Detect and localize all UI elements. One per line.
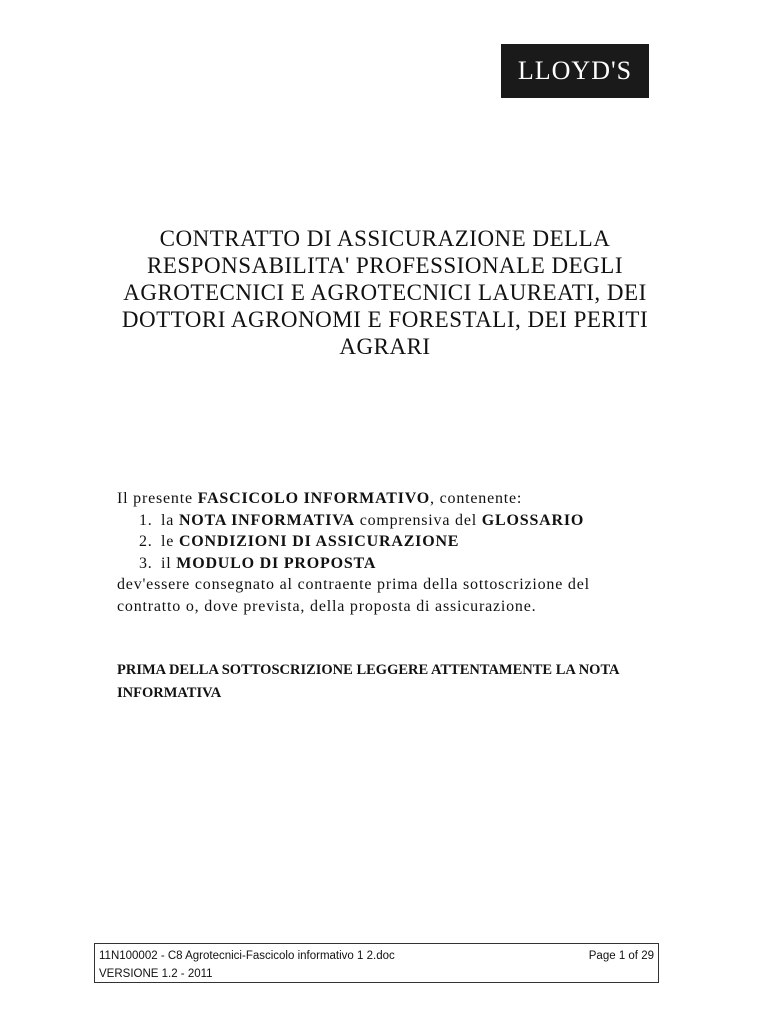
item-number: 1.: [139, 511, 153, 529]
title-line: RESPONSABILITA' PROFESSIONALE DEGLI: [147, 253, 623, 278]
intro-prefix: Il presente: [117, 490, 198, 507]
item-bold: NOTA INFORMATIVA: [178, 511, 355, 529]
intro-section: [117, 488, 657, 617]
title-line: DOTTORI AGRONOMI E FORESTALI, DEI PERITI: [121, 307, 649, 332]
list-item: [117, 510, 657, 532]
item-mid: comprensiva del: [354, 511, 482, 529]
item-number: 2.: [139, 533, 153, 550]
title-line: CONTRATTO DI ASSICURAZIONE DELLA: [159, 226, 611, 251]
warning-notice: PRIMA DELLA SOTTOSCRIZIONE LEGGERE ATTENTAMENTE LA NOTA INFORMATIVA: [117, 662, 619, 701]
footer-page-number: Page 1 of 29: [588, 950, 654, 962]
title-line: AGROTECNICI E AGROTECNICI LAUREATI, DEI: [123, 280, 647, 305]
contents-list: [117, 510, 657, 575]
item-prefix: la: [161, 511, 179, 529]
footer-version: VERSIONE 1.2 - 2011: [99, 968, 213, 980]
list-item: [117, 553, 657, 575]
intro-doc-name: FASCICOLO INFORMATIVO: [197, 490, 431, 507]
title-line: AGRARI: [339, 334, 431, 359]
document-title: [100, 225, 670, 360]
list-item: [117, 531, 657, 553]
page-footer: [94, 943, 659, 983]
intro-suffix: , contenente:: [430, 490, 523, 507]
footer-filename: 11N100002 - C8 Agrotecnici-Fascicolo informativo 1 2.doc: [99, 950, 395, 962]
item-prefix: il: [161, 554, 177, 572]
item-bold: CONDIZIONI DI ASSICURAZIONE: [178, 533, 460, 550]
item-number: 3.: [139, 554, 153, 572]
intro-closing: dev'essere consegnato al contraente prima della sottoscrizione del contratto o, dove prevista, della proposta di assicurazione.: [117, 576, 590, 615]
item-prefix: le: [161, 533, 179, 550]
lloyds-logo: [501, 44, 649, 98]
logo-text: LLOYD'S: [517, 56, 633, 85]
intro-sentence: [117, 488, 657, 510]
item-bold: MODULO DI PROPOSTA: [176, 554, 377, 572]
item-bold2: GLOSSARIO: [481, 511, 585, 529]
